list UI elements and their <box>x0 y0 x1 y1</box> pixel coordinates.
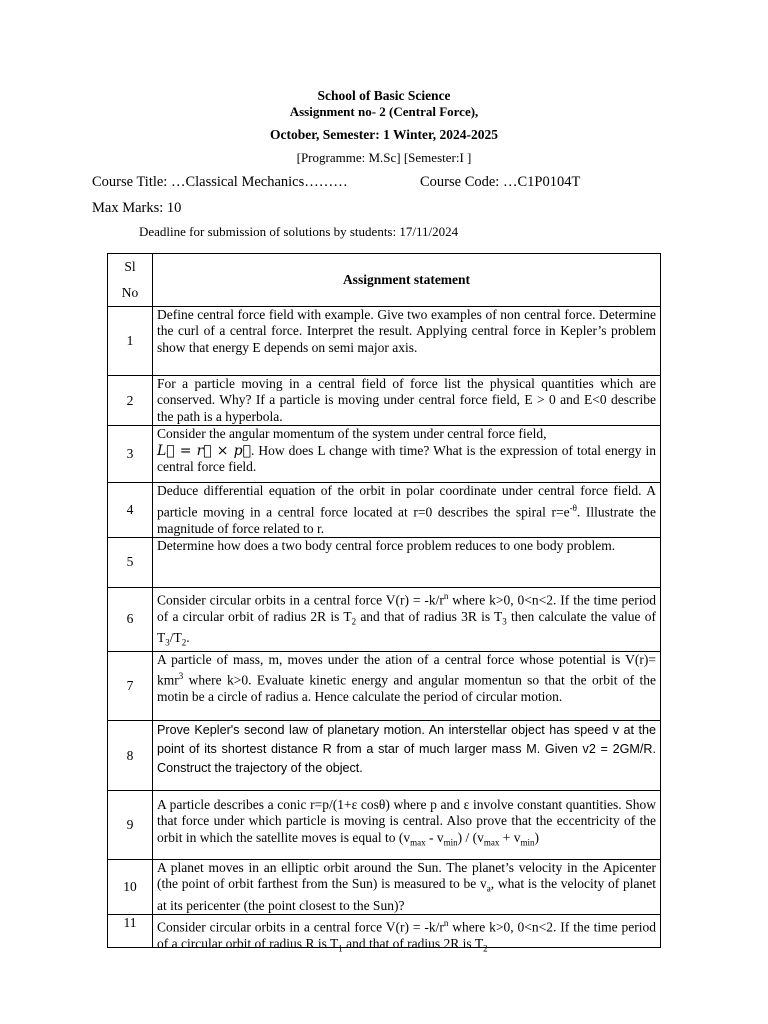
question-text-part: and that of radius 3R is T <box>356 608 503 624</box>
table-row <box>108 376 661 426</box>
sl-header-line2: No <box>121 285 139 300</box>
question-text: Prove Kepler's second law of planetary motion. An interstellar object has speed v at the point of its shortest distance R from a star of much larger mass M. Given v2 = 2GM/R. Construct the trajectory of the object. <box>153 721 661 791</box>
superscript: -θ <box>569 502 577 513</box>
course-title: Course Title: …Classical Mechanics……… <box>92 174 348 190</box>
question-text-part: - v <box>425 829 444 845</box>
question-text-part: A planet moves in an elliptic orbit around the Sun. The planet’s velocity in the Apicenter (the point of orbit farthest from the Sun) is measured to be v <box>157 860 656 892</box>
question-text-part: Consider circular orbits in a central force V(r) = -k/r <box>157 592 444 608</box>
row-number: 9 <box>108 791 153 860</box>
table-header-row <box>108 254 661 307</box>
superscript: n <box>443 917 449 928</box>
row-number: 1 <box>108 307 153 376</box>
subscript: max <box>483 837 500 848</box>
subscript: 3 <box>502 616 507 627</box>
row-number: 8 <box>108 721 153 791</box>
statement-header: Assignment statement <box>153 254 661 307</box>
table-row <box>108 587 661 651</box>
semester-line: October, Semester: 1 Winter, 2024-2025 <box>270 127 498 142</box>
table-row <box>108 721 661 791</box>
table-row <box>108 307 661 376</box>
subscript: 3 <box>165 637 170 648</box>
school-name: School of Basic Science <box>317 88 451 103</box>
row-number: 2 <box>108 376 153 426</box>
row-number: 4 <box>108 483 153 538</box>
question-text-part: and that of radius 2R is T <box>342 935 484 951</box>
question-text <box>153 587 661 651</box>
question-text-part: ) / (v <box>457 829 484 845</box>
question-text-part: where k>0, 0<n<2. If the time period of a circular orbit of radius R is T <box>157 919 656 951</box>
question-text-clip <box>157 915 656 954</box>
question-text: For a particle moving in a central field of force list the physical quantities which are conserved. Why? If a particle is moving under central force field, E > 0 and E<0 describe the path is a hyperbola. <box>153 376 661 426</box>
subscript: min <box>443 837 458 848</box>
question-text <box>153 652 661 721</box>
angular-momentum-formula: L⃗ = r⃗ × p⃗ <box>157 442 251 459</box>
row-number: 3 <box>108 426 153 483</box>
question-text: Determine how does a two body central force problem reduces to one body problem. <box>153 537 661 587</box>
question-text-part: then calculate the value of T <box>157 608 657 645</box>
table-row <box>108 537 661 587</box>
question-text <box>153 860 661 915</box>
row-number: 5 <box>108 537 153 587</box>
question-text-part: + v <box>499 829 521 845</box>
programme-line: [Programme: M.Sc] [Semester:I ] <box>296 150 472 165</box>
superscript: 3 <box>178 671 184 682</box>
sl-no-header <box>108 254 153 307</box>
table-row <box>108 791 661 860</box>
question-text-part: . How does L change with time? What is the expression of total energy in central force field. <box>157 442 656 475</box>
question-text <box>153 791 661 860</box>
deadline-line: Deadline for submission of solutions by students: 17/11/2024 <box>139 224 459 239</box>
table-row <box>108 652 661 721</box>
question-text-part: where k>0, 0<n<2. If the time period of a circular orbit of radius 2R is T <box>157 592 656 624</box>
table-row <box>108 483 661 538</box>
question-text-part: Deduce differential equation of the orbit in polar coordinate under central force field. A particle moving in a central force located at r=0 describes the spiral r=e <box>157 483 656 520</box>
question-text-part: A particle of mass, m, moves under the ation of a central force whose potential is V(r)= kmr <box>157 652 656 688</box>
table-row <box>108 914 661 947</box>
question-text-part: /T <box>169 629 182 645</box>
sl-header-line1: Sl <box>124 259 136 274</box>
question-text-part: A particle describes a conic r=p/(1+ε cosθ) where p and ε involve constant quantities. Show that force under which particle is moving is central. Also prove that the eccentricity of the orbit in which the satellite moves is equal to (v <box>157 797 656 845</box>
row-number: 11 <box>108 914 153 947</box>
subscript: a <box>486 884 491 895</box>
subscript: 2 <box>181 637 187 648</box>
assignment-title: Assignment no- 2 (Central Force), <box>289 104 479 119</box>
question-text <box>153 483 661 538</box>
table-row <box>108 426 661 483</box>
superscript: n <box>443 590 449 601</box>
subscript: 2 <box>351 616 357 627</box>
question-text <box>153 426 661 483</box>
question-text-part: ) <box>534 829 539 845</box>
subscript: 2 <box>483 943 488 954</box>
row-number: 7 <box>108 652 153 721</box>
question-text-part: Consider circular orbits in a central force V(r) = -k/r <box>157 919 444 935</box>
question-text-part: . Illustrate the magnitude of force related to r. <box>157 504 656 536</box>
assignment-table <box>107 253 661 954</box>
subscript: 1 <box>338 943 343 954</box>
question-text-part: , what is the velocity of planet at its pericenter (the point closest to the Sun)? <box>157 876 656 913</box>
max-marks: Max Marks: 10 <box>92 200 182 216</box>
question-text-part: Consider the angular momentum of the system under central force field, <box>157 426 547 442</box>
row-number: 6 <box>108 587 153 651</box>
course-code: Course Code: …C1P0104T <box>420 174 581 190</box>
row-number: 10 <box>108 860 153 915</box>
question-text: Define central force field with example. Give two examples of non central force. Determine the curl of a central force. Interpret the result. Applying central force in Kepler’s problem show that energy E depends on semi major axis. <box>153 307 661 376</box>
subscript: min <box>520 837 535 848</box>
question-text <box>153 914 661 954</box>
subscript: max <box>410 837 426 848</box>
table-row <box>108 860 661 915</box>
question-text-part: where k>0. Evaluate kinetic energy and angular momentun so that the orbit of the motin be a circle of radius a. Hence calculate the period of circular motion. <box>157 672 656 705</box>
question-text-part: . <box>186 629 190 645</box>
